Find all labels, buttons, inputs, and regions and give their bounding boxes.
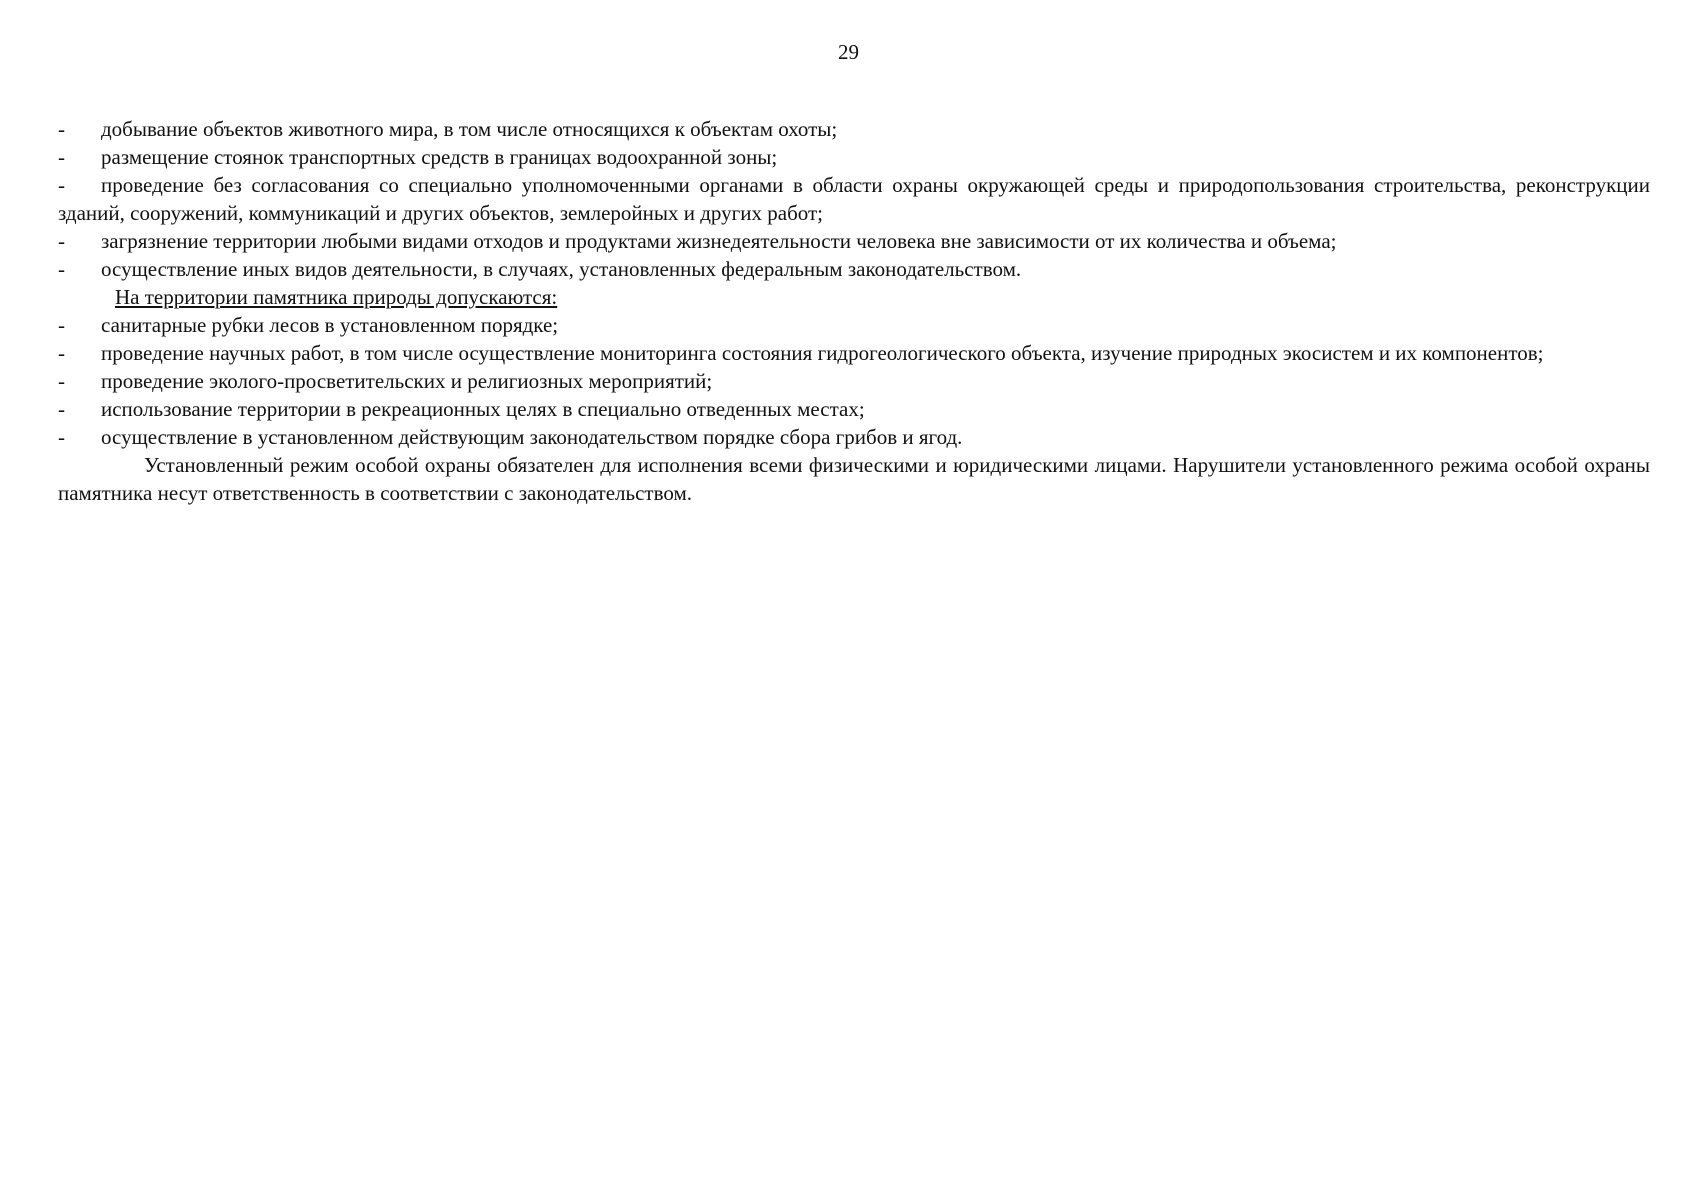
list-item-prohibited-3 bbox=[58, 171, 1650, 227]
list-item-allowed-4 bbox=[58, 395, 1650, 423]
list-item-text: осуществление иных видов деятельности, в случаях, установленных федеральным законодательством. bbox=[101, 257, 1022, 281]
list-item-allowed-2 bbox=[58, 339, 1650, 367]
document-body bbox=[58, 115, 1650, 507]
dash-bullet: - bbox=[58, 173, 65, 197]
dash-bullet: - bbox=[58, 145, 65, 169]
list-item-prohibited-5 bbox=[58, 255, 1650, 283]
list-item-text: использование территории в рекреационных целях в специально отведенных местах; bbox=[101, 397, 865, 421]
list-item-text: размещение стоянок транспортных средств в границах водоохранной зоны; bbox=[101, 145, 778, 169]
list-item-allowed-3 bbox=[58, 367, 1650, 395]
dash-bullet: - bbox=[58, 313, 65, 337]
allowed-heading-text: На территории памятника природы допускаются: bbox=[115, 285, 558, 309]
list-item-prohibited-2 bbox=[58, 143, 1650, 171]
list-item-prohibited-4 bbox=[58, 227, 1650, 255]
allowed-section-heading bbox=[58, 283, 1650, 311]
page-number: 29 bbox=[838, 40, 859, 64]
dash-bullet: - bbox=[58, 117, 65, 141]
list-item-allowed-1 bbox=[58, 311, 1650, 339]
closing-paragraph: Установленный режим особой охраны обязателен для исполнения всеми физическими и юридическими лицами. Нарушители установленного режима особой охраны памятника несут ответственность в соответствии с законодательством. bbox=[58, 453, 1650, 505]
dash-bullet: - bbox=[58, 229, 65, 253]
dash-bullet: - bbox=[58, 257, 65, 281]
list-item-text: осуществление в установленном действующим законодательством порядке сбора грибов и ягод. bbox=[101, 425, 963, 449]
list-item-prohibited-1 bbox=[58, 115, 1650, 143]
dash-bullet: - bbox=[58, 341, 65, 365]
dash-bullet: - bbox=[58, 425, 65, 449]
list-item-text: проведение эколого-просветительских и религиозных мероприятий; bbox=[101, 369, 713, 393]
dash-bullet: - bbox=[58, 369, 65, 393]
list-item-text: добывание объектов животного мира, в том числе относящихся к объектам охоты; bbox=[101, 117, 838, 141]
list-item-text: санитарные рубки лесов в установленном порядке; bbox=[101, 313, 559, 337]
dash-bullet: - bbox=[58, 397, 65, 421]
list-item-text: проведение без согласования со специально уполномоченными органами в области охраны окружающей среды и природопользования строительства, реконструкции зданий, сооружений, коммуникаций и других объектов, землеройных и других работ; bbox=[58, 173, 1650, 225]
list-item-text: загрязнение территории любыми видами отходов и продуктами жизнедеятельности человека вне зависимости от их количества и объема; bbox=[101, 229, 1337, 253]
list-item-allowed-5 bbox=[58, 423, 1650, 451]
list-item-text: проведение научных работ, в том числе осуществление мониторинга состояния гидрогеологического объекта, изучение природных экосистем и их компонентов; bbox=[101, 341, 1544, 365]
